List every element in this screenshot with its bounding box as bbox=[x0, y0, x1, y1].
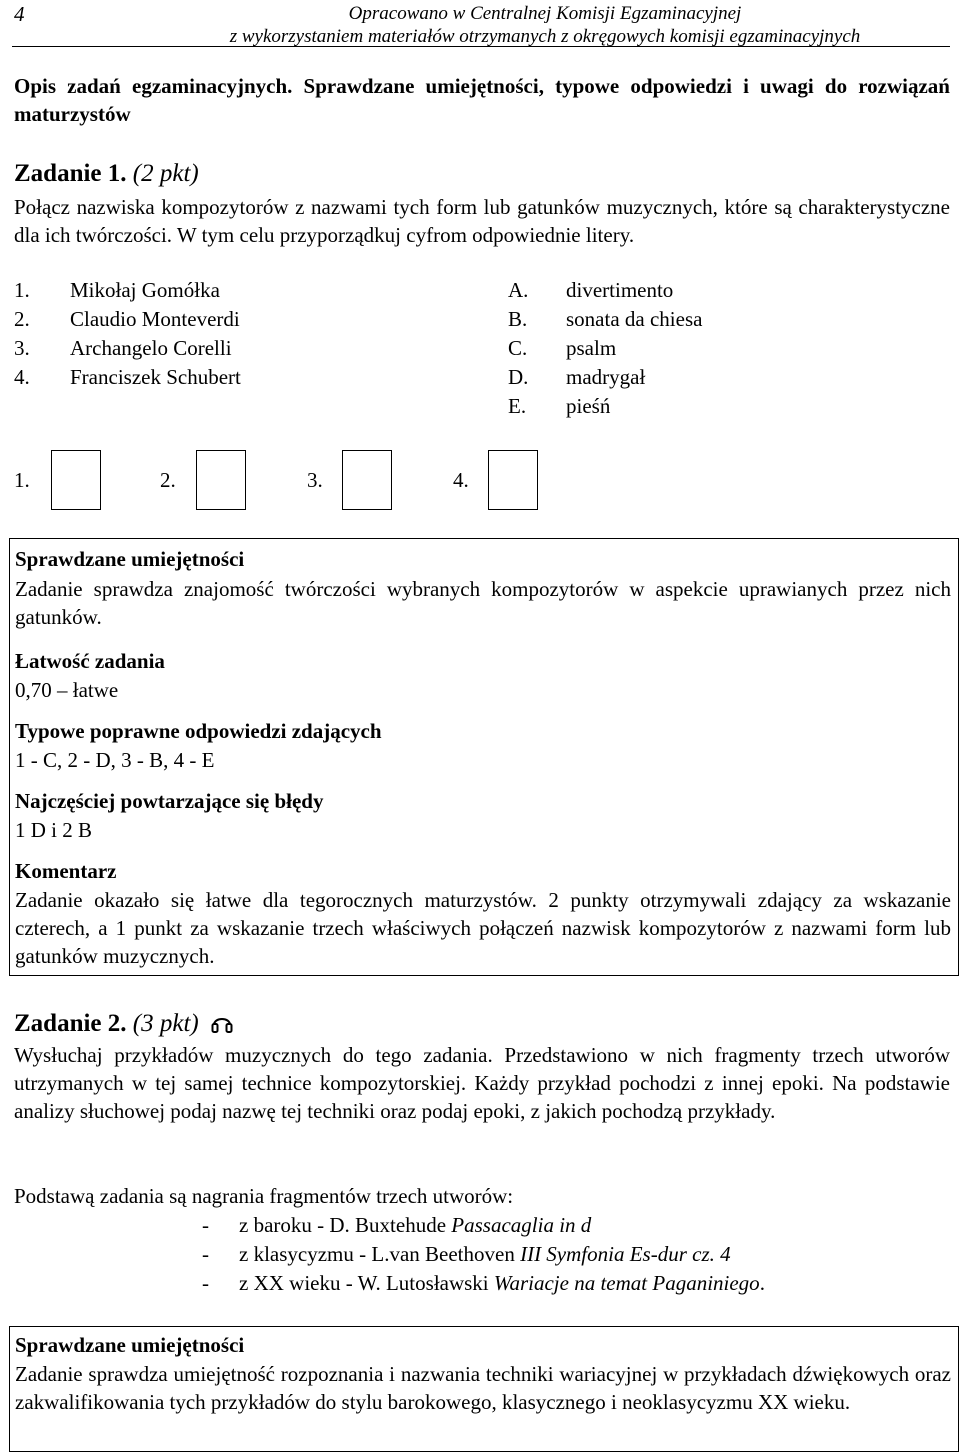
task2-heading bbox=[14, 1008, 233, 1040]
composer-name: Claudio Monteverdi bbox=[70, 307, 240, 331]
recording-work: III Symfonia Es-dur cz. 4 bbox=[520, 1242, 731, 1266]
comment-text: Zadanie okazało się łatwe dla tegorocznych maturzystów. 2 punkty otrzymywali zdający za wskazanie czterech, a 1 punkt za wskazanie trzech właściwych połączeń nazwisk kompozytorów z nazwami form lub gatunków muzycznych. bbox=[15, 888, 951, 968]
composer-num: 1. bbox=[14, 278, 30, 302]
composer-name: Mikołaj Gomółka bbox=[70, 278, 220, 302]
form-name: divertimento bbox=[566, 278, 674, 302]
composer-num: 2. bbox=[14, 307, 30, 331]
form-letter: A. bbox=[508, 278, 529, 302]
errors-heading: Najczęściej powtarzające się błędy bbox=[15, 789, 324, 813]
composer-num: 4. bbox=[14, 365, 30, 389]
form-name: pieśń bbox=[566, 394, 611, 418]
form-name: sonata da chiesa bbox=[566, 307, 703, 331]
header-line-1: Opracowano w Centralnej Komisji Egzaminacyjnej bbox=[348, 3, 742, 24]
difficulty-text: 0,70 – łatwe bbox=[15, 678, 119, 702]
task1-points: (2 pkt) bbox=[132, 160, 199, 187]
headphones-icon bbox=[211, 1010, 233, 1030]
errors-text: 1 D i 2 B bbox=[15, 818, 93, 842]
answer-label: 1. bbox=[14, 468, 30, 492]
form-letter: D. bbox=[508, 365, 529, 389]
header-line-2: z wykorzystaniem materiałów otrzymanych z okręgowych komisji egzaminacyjnych bbox=[229, 26, 861, 47]
task1-info-box bbox=[9, 538, 959, 976]
recording-work: Wariacje na temat Paganiniego bbox=[493, 1271, 760, 1295]
recording-suffix: . bbox=[759, 1271, 765, 1295]
composer-name: Archangelo Corelli bbox=[70, 336, 232, 360]
task1-heading bbox=[14, 158, 199, 190]
form-name: psalm bbox=[566, 336, 617, 360]
answer-label: 2. bbox=[160, 468, 176, 492]
task2-info-box bbox=[9, 1326, 959, 1452]
list-dash: - bbox=[202, 1213, 209, 1237]
answer-box-4[interactable] bbox=[488, 450, 538, 510]
page-number: 4 bbox=[14, 2, 25, 26]
composer-num: 3. bbox=[14, 336, 30, 360]
list-dash: - bbox=[202, 1242, 209, 1266]
comment-heading: Komentarz bbox=[15, 859, 117, 883]
list-dash: - bbox=[202, 1271, 209, 1295]
form-name: madrygał bbox=[566, 365, 646, 389]
skills-heading: Sprawdzane umiejętności bbox=[15, 547, 245, 571]
answer-box-1[interactable] bbox=[51, 450, 101, 510]
document-title: Opis zadań egzaminacyjnych. Sprawdzane umiejętności, typowe odpowiedzi i uwagi do rozwiązań maturzystów bbox=[14, 74, 950, 126]
form-letter: B. bbox=[508, 307, 528, 331]
answer-box-2[interactable] bbox=[196, 450, 246, 510]
skills-text: Zadanie sprawdza znajomość twórczości wybranych kompozytorów w aspekcie uprawianych przez nich gatunków. bbox=[15, 577, 951, 629]
skills-heading: Sprawdzane umiejętności bbox=[15, 1333, 245, 1357]
answers-heading: Typowe poprawne odpowiedzi zdających bbox=[15, 719, 382, 743]
recording-prefix: z klasycyzmu - L.van Beethoven bbox=[239, 1242, 521, 1266]
recording-work: Passacaglia in d bbox=[451, 1213, 592, 1237]
form-letter: E. bbox=[508, 394, 527, 418]
task1-title: Zadanie 1. bbox=[14, 160, 127, 187]
difficulty-heading: Łatwość zadania bbox=[15, 649, 165, 673]
form-letter: C. bbox=[508, 336, 528, 360]
page-header bbox=[140, 2, 950, 48]
task2-points: (3 pkt) bbox=[132, 1010, 199, 1037]
skills-text: Zadanie sprawdza umiejętność rozpoznania i nazwania techniki wariacyjnej w przykładach dźwiękowych oraz zakwalifikowania tych przykładów do stylu barokowego, klasycznego i neoklasycyzmu XX wieku. bbox=[15, 1362, 951, 1414]
list-item bbox=[239, 1211, 591, 1239]
list-item bbox=[239, 1240, 731, 1268]
answers-text: 1 - C, 2 - D, 3 - B, 4 - E bbox=[15, 748, 215, 772]
task2-basis: Podstawą zadania są nagrania fragmentów trzech utworów: bbox=[14, 1184, 514, 1208]
recording-prefix: z baroku - D. Buxtehude bbox=[239, 1213, 452, 1237]
answer-label: 4. bbox=[453, 468, 469, 492]
answer-label: 3. bbox=[307, 468, 323, 492]
task2-title: Zadanie 2. bbox=[14, 1010, 127, 1037]
composer-name: Franciszek Schubert bbox=[70, 365, 241, 389]
answer-box-3[interactable] bbox=[342, 450, 392, 510]
list-item bbox=[239, 1269, 765, 1297]
task1-instruction: Połącz nazwiska kompozytorów z nazwami tych form lub gatunków muzycznych, które są charakterystyczne dla ich twórczości. W tym celu przyporządkuj cyfrom odpowiednie litery. bbox=[14, 195, 950, 247]
task2-instruction: Wysłuchaj przykładów muzycznych do tego zadania. Przedstawiono w nich fragmenty trzech utworów utrzymanych w tej samej technice kompozytorskiej. Każdy przykład pochodzi z innej epoki. Na podstawie analizy słuchowej podaj nazwę tej techniki oraz podaj epoki, z jakich pochodzą przykłady. bbox=[14, 1043, 950, 1123]
header-divider bbox=[12, 46, 950, 47]
recording-prefix: z XX wieku - W. Lutosławski bbox=[239, 1271, 494, 1295]
